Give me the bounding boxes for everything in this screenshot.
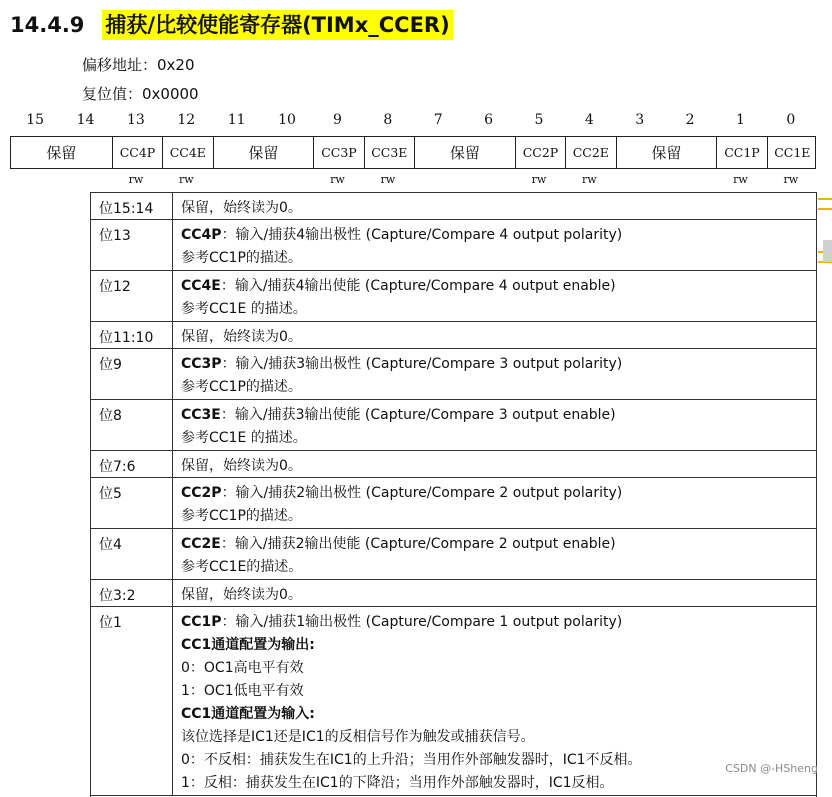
description-text: 参考CC1P的描述。 xyxy=(181,508,302,524)
description-row xyxy=(91,580,816,607)
description-row xyxy=(91,349,816,400)
description-text: 该位选择是IC1还是IC1的反相信号作为触发或捕获信号。 xyxy=(181,729,535,745)
access-type: rw xyxy=(330,173,345,186)
description-row xyxy=(91,220,816,271)
description-text: 保留，始终读为0。 xyxy=(181,200,302,216)
description-line xyxy=(181,533,816,556)
description-text: 0：不反相：捕获发生在IC1的上升沿；当用作外部触发器时，IC1不反相。 xyxy=(181,752,642,768)
access-type: rw xyxy=(581,173,597,186)
bit-field-cc4e: CC4E xyxy=(162,137,212,168)
description-line xyxy=(181,326,816,349)
access-type: rw xyxy=(380,173,396,186)
watermark: CSDN @-HSheng xyxy=(725,762,818,775)
bit-position: 位3:2 xyxy=(91,580,173,606)
bit-number: 10 xyxy=(278,112,296,128)
description-line xyxy=(181,482,816,505)
description-text: ：输入/捕获4输出极性 (Capture/Compare 4 output polarity) xyxy=(221,227,623,243)
description-row xyxy=(91,529,816,580)
description-line xyxy=(181,584,816,607)
description-line xyxy=(181,556,816,579)
field-name: CC2E xyxy=(181,536,221,552)
bit-number: 5 xyxy=(534,112,544,128)
description-row xyxy=(91,322,816,349)
bit-position: 位11:10 xyxy=(91,322,173,348)
field-name: CC2P xyxy=(181,485,222,501)
description-line xyxy=(181,680,816,703)
bit-description-table xyxy=(90,192,817,797)
description-line xyxy=(181,455,816,478)
bit-description xyxy=(173,271,816,321)
description-text: 参考CC1E 的描述。 xyxy=(181,301,307,317)
bit-field-cc1p: CC1P xyxy=(716,137,766,168)
bit-field-cc1e: CC1E xyxy=(767,137,817,168)
reserved-field: 保留 xyxy=(213,137,314,168)
bit-position: 位15:14 xyxy=(91,193,173,219)
bit-description xyxy=(173,529,816,579)
description-row xyxy=(91,451,816,478)
description-text: ：输入/捕获2输出使能 (Capture/Compare 2 output enable) xyxy=(220,536,616,552)
bit-number: 0 xyxy=(786,112,796,128)
description-text: ：输入/捕获3输出使能 (Capture/Compare 3 output enable) xyxy=(220,407,616,423)
description-line xyxy=(181,275,816,298)
access-type-row xyxy=(10,173,816,189)
description-text: ：输入/捕获4输出使能 (Capture/Compare 4 output enable) xyxy=(220,278,616,294)
description-text: 0：OC1高电平有效 xyxy=(181,660,304,676)
offset-address: 偏移地址：0x20 xyxy=(82,56,195,74)
description-line xyxy=(181,703,816,726)
access-type: rw xyxy=(733,173,748,186)
description-line xyxy=(181,634,816,657)
bit-number: 13 xyxy=(127,112,145,128)
field-name: CC4P xyxy=(181,227,222,243)
description-text: 参考CC1P的描述。 xyxy=(181,250,302,266)
bit-number: 9 xyxy=(332,112,342,128)
description-row xyxy=(91,271,816,322)
description-line xyxy=(181,749,816,772)
description-line xyxy=(181,611,816,634)
description-line xyxy=(181,197,816,220)
description-text: ：输入/捕获2输出极性 (Capture/Compare 2 output polarity) xyxy=(221,485,623,501)
access-type: rw xyxy=(128,173,144,186)
bit-description xyxy=(173,349,816,399)
bit-number: 8 xyxy=(383,112,393,128)
description-row xyxy=(91,400,816,451)
description-line xyxy=(181,772,816,795)
scrollbar-thumb[interactable] xyxy=(823,240,832,262)
description-text: 保留，始终读为0。 xyxy=(181,329,302,345)
description-text: 1：反相：捕获发生在IC1的下降沿；当用作外部触发器时，IC1反相。 xyxy=(181,775,614,791)
reserved-field: 保留 xyxy=(414,137,515,168)
bit-number: 7 xyxy=(433,112,443,128)
bit-position: 位1 xyxy=(91,607,173,795)
bit-description xyxy=(173,193,816,219)
bit-position: 位9 xyxy=(91,349,173,399)
bit-position: 位7:6 xyxy=(91,451,173,477)
bit-position: 位13 xyxy=(91,220,173,270)
reserved-field: 保留 xyxy=(616,137,717,168)
field-name: CC3E xyxy=(181,407,221,423)
field-name: CC4E xyxy=(181,278,221,294)
description-text: ：输入/捕获3输出极性 (Capture/Compare 3 output polarity) xyxy=(221,356,623,372)
reserved-field: 保留 xyxy=(46,144,77,162)
bit-field-cc3p: CC3P xyxy=(313,137,363,168)
bit-description xyxy=(173,400,816,450)
margin-marker xyxy=(818,198,832,210)
reset-value: 复位值：0x0000 xyxy=(82,85,199,103)
bit-number: 2 xyxy=(685,112,695,128)
description-row xyxy=(91,193,816,220)
description-text: ：输入/捕获1输出极性 (Capture/Compare 1 output polarity) xyxy=(221,614,623,630)
description-text: 参考CC1E的描述。 xyxy=(181,559,303,575)
section-heading xyxy=(10,10,453,40)
description-line xyxy=(181,298,816,321)
register-bit-field-bar xyxy=(10,136,816,169)
bit-field-cc2p: CC2P xyxy=(515,137,565,168)
description-text: 参考CC1E 的描述。 xyxy=(181,430,307,446)
bit-field-cc2e: CC2E xyxy=(565,137,615,168)
bit-number: 4 xyxy=(584,112,594,128)
access-type: rw xyxy=(783,173,799,186)
description-text: 参考CC1P的描述。 xyxy=(181,379,302,395)
bit-description xyxy=(173,451,816,477)
section-title: 捕获/比较使能寄存器(TIMx_CCER) xyxy=(102,10,452,40)
description-line xyxy=(181,353,816,376)
access-type: rw xyxy=(178,173,194,186)
description-text: 保留，始终读为0。 xyxy=(181,587,302,603)
section-number: 14.4.9 xyxy=(10,13,85,37)
field-name: CC1通道配置为输出: xyxy=(181,637,315,653)
bit-position: 位12 xyxy=(91,271,173,321)
description-row xyxy=(91,607,816,796)
description-line xyxy=(181,726,816,749)
bit-description xyxy=(173,322,816,348)
field-name: CC1P xyxy=(181,614,222,630)
field-name: CC1通道配置为输入: xyxy=(181,706,315,722)
field-name: CC3P xyxy=(181,356,222,372)
description-text: 保留，始终读为0。 xyxy=(181,458,302,474)
bit-description xyxy=(173,607,816,795)
bit-description xyxy=(173,478,816,528)
description-line xyxy=(181,224,816,247)
bit-number: 1 xyxy=(735,112,745,128)
description-text: 1：OC1低电平有效 xyxy=(181,683,304,699)
bit-number: 3 xyxy=(635,112,645,128)
bit-field-cc3e: CC3E xyxy=(364,137,414,168)
description-line xyxy=(181,427,816,450)
bit-description xyxy=(173,580,816,606)
bit-field-cc4p: CC4P xyxy=(112,137,162,168)
bit-number: 12 xyxy=(177,112,196,128)
description-line xyxy=(181,505,816,528)
description-line xyxy=(181,657,816,680)
description-line xyxy=(181,376,816,399)
bit-position: 位8 xyxy=(91,400,173,450)
bit-number: 14 xyxy=(76,112,95,128)
bit-number-row xyxy=(10,112,816,132)
bit-number: 11 xyxy=(227,112,246,128)
description-line xyxy=(181,247,816,270)
access-type: rw xyxy=(531,173,547,186)
description-line xyxy=(181,404,816,427)
bit-position: 位5 xyxy=(91,478,173,528)
bit-position: 位4 xyxy=(91,529,173,579)
bit-number: 6 xyxy=(484,112,494,128)
bit-description xyxy=(173,220,816,270)
bit-number: 15 xyxy=(26,112,45,128)
description-row xyxy=(91,478,816,529)
